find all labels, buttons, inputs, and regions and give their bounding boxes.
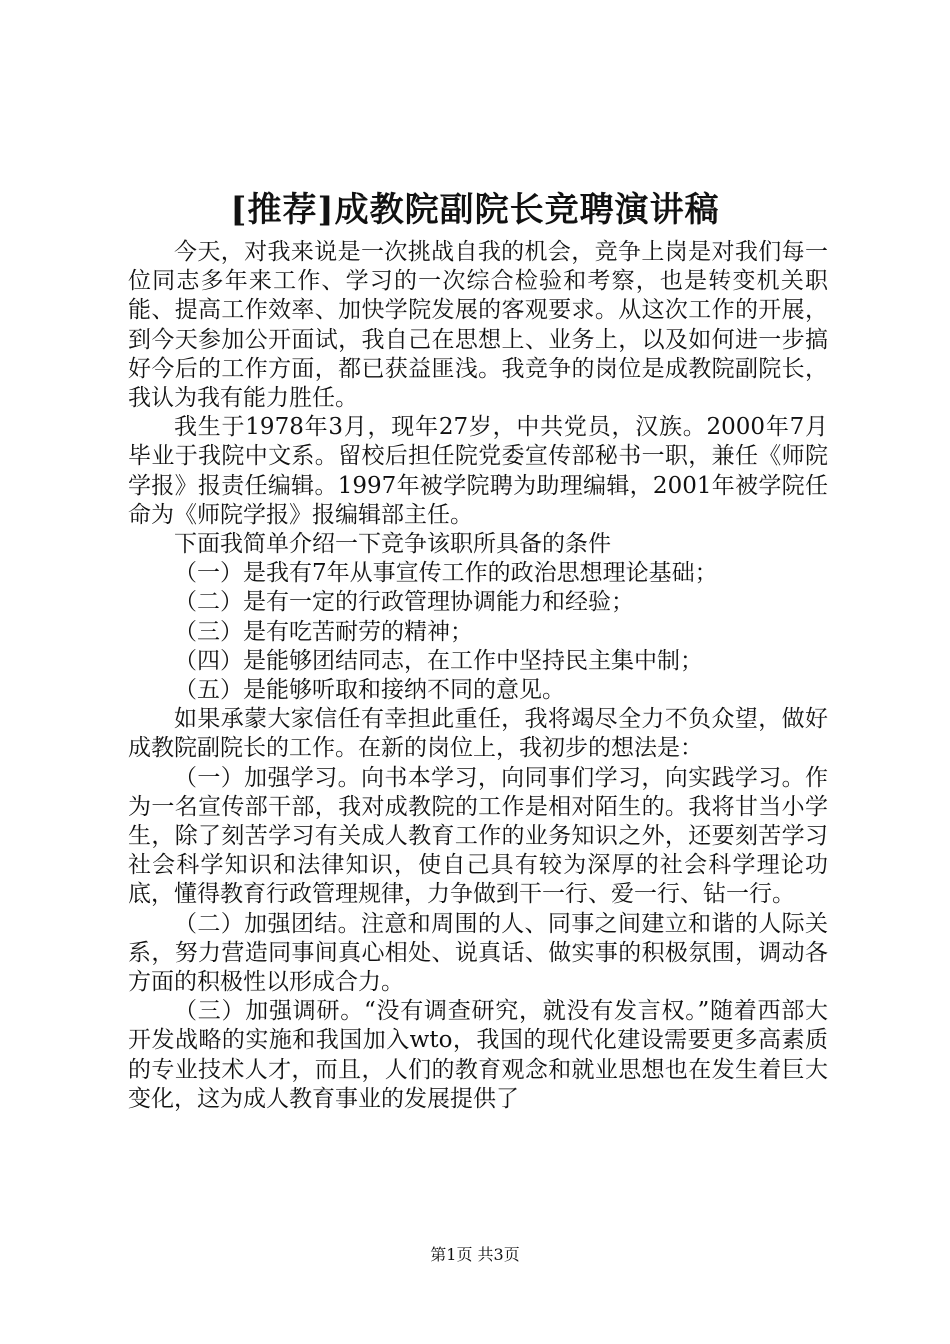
paragraph-intro: 今天，对我来说是一次挑战自我的机会，竞争上岗是对我们每一位同志多年来工作、学习的一次综合检验和考察，也是转变机关职能、提高工作效率、加快学院发展的客观要求。从这次工作的开展，到今天参加公开面试，我自己在思想上、业务上，以及如何进一步搞好今后的工作方面，都已获益匪浅。我竞争的岗位是成教院副院长，我认为我有能力胜任。 (128, 239, 828, 412)
paragraph-condition-2: （二）是有一定的行政管理协调能力和经验； (174, 589, 634, 616)
paragraph-conditions-intro: 下面我简单介绍一下竞争该职所具备的条件 (174, 531, 611, 558)
paragraph-plans-intro: 如果承蒙大家信任有幸担此重任，我将竭尽全力不负众望，做好成教院副院长的工作。在新的岗位上，我初步的想法是： (128, 706, 828, 762)
document-body (128, 238, 828, 1114)
document-title: [推荐]成教院副院长竞聘演讲稿 (230, 190, 720, 230)
paragraph-plan-1: （一）加强学习。向书本学习，向同事们学习，向实践学习。作为一名宣传部干部，我对成教院的工作是相对陌生的。我将甘当小学生，除了刻苦学习有关成人教育工作的业务知识之外，还要刻苦学习社会科学知识和法律知识，使自己具有较为深厚的社会科学理论功底，懂得教育行政管理规律，力争做到干一行、爱一行、钻一行。 (128, 764, 828, 908)
paragraph-condition-1: （一）是我有7年从事宣传工作的政治思想理论基础； (174, 560, 718, 587)
paragraph-condition-3: （三）是有吃苦耐劳的精神； (174, 618, 473, 645)
paragraph-plan-3: （三）加强调研。“没有调查研究，就没有发言权。”随着西部大开发战略的实施和我国加入wto，我国的现代化建设需要更多高素质的专业技术人才，而且，人们的教育观念和就业思想也在发生着巨大变化，这为成人教育事业的发展提供了 (128, 998, 828, 1112)
paragraph-plan-2: （二）加强团结。注意和周围的人、同事之间建立和谐的人际关系，努力营造同事间真心相处、说真话、做实事的积极氛围，调动各方面的积极性以形成合力。 (128, 910, 828, 996)
paragraph-condition-4: （四）是能够团结同志，在工作中坚持民主集中制； (174, 647, 703, 674)
paragraph-background: 我生于1978年3月，现年27岁，中共党员，汉族。2000年7月毕业于我院中文系。留校后担任院党委宣传部秘书一职，兼任《师院学报》报责任编辑。1997年被学院聘为助理编辑，2001年被学院任命为《师院学报》报编辑部主任。 (128, 414, 828, 528)
page-footer: 第1页 共3页 (430, 1245, 520, 1264)
paragraph-condition-5: （五）是能够听取和接纳不同的意见。 (174, 677, 565, 704)
